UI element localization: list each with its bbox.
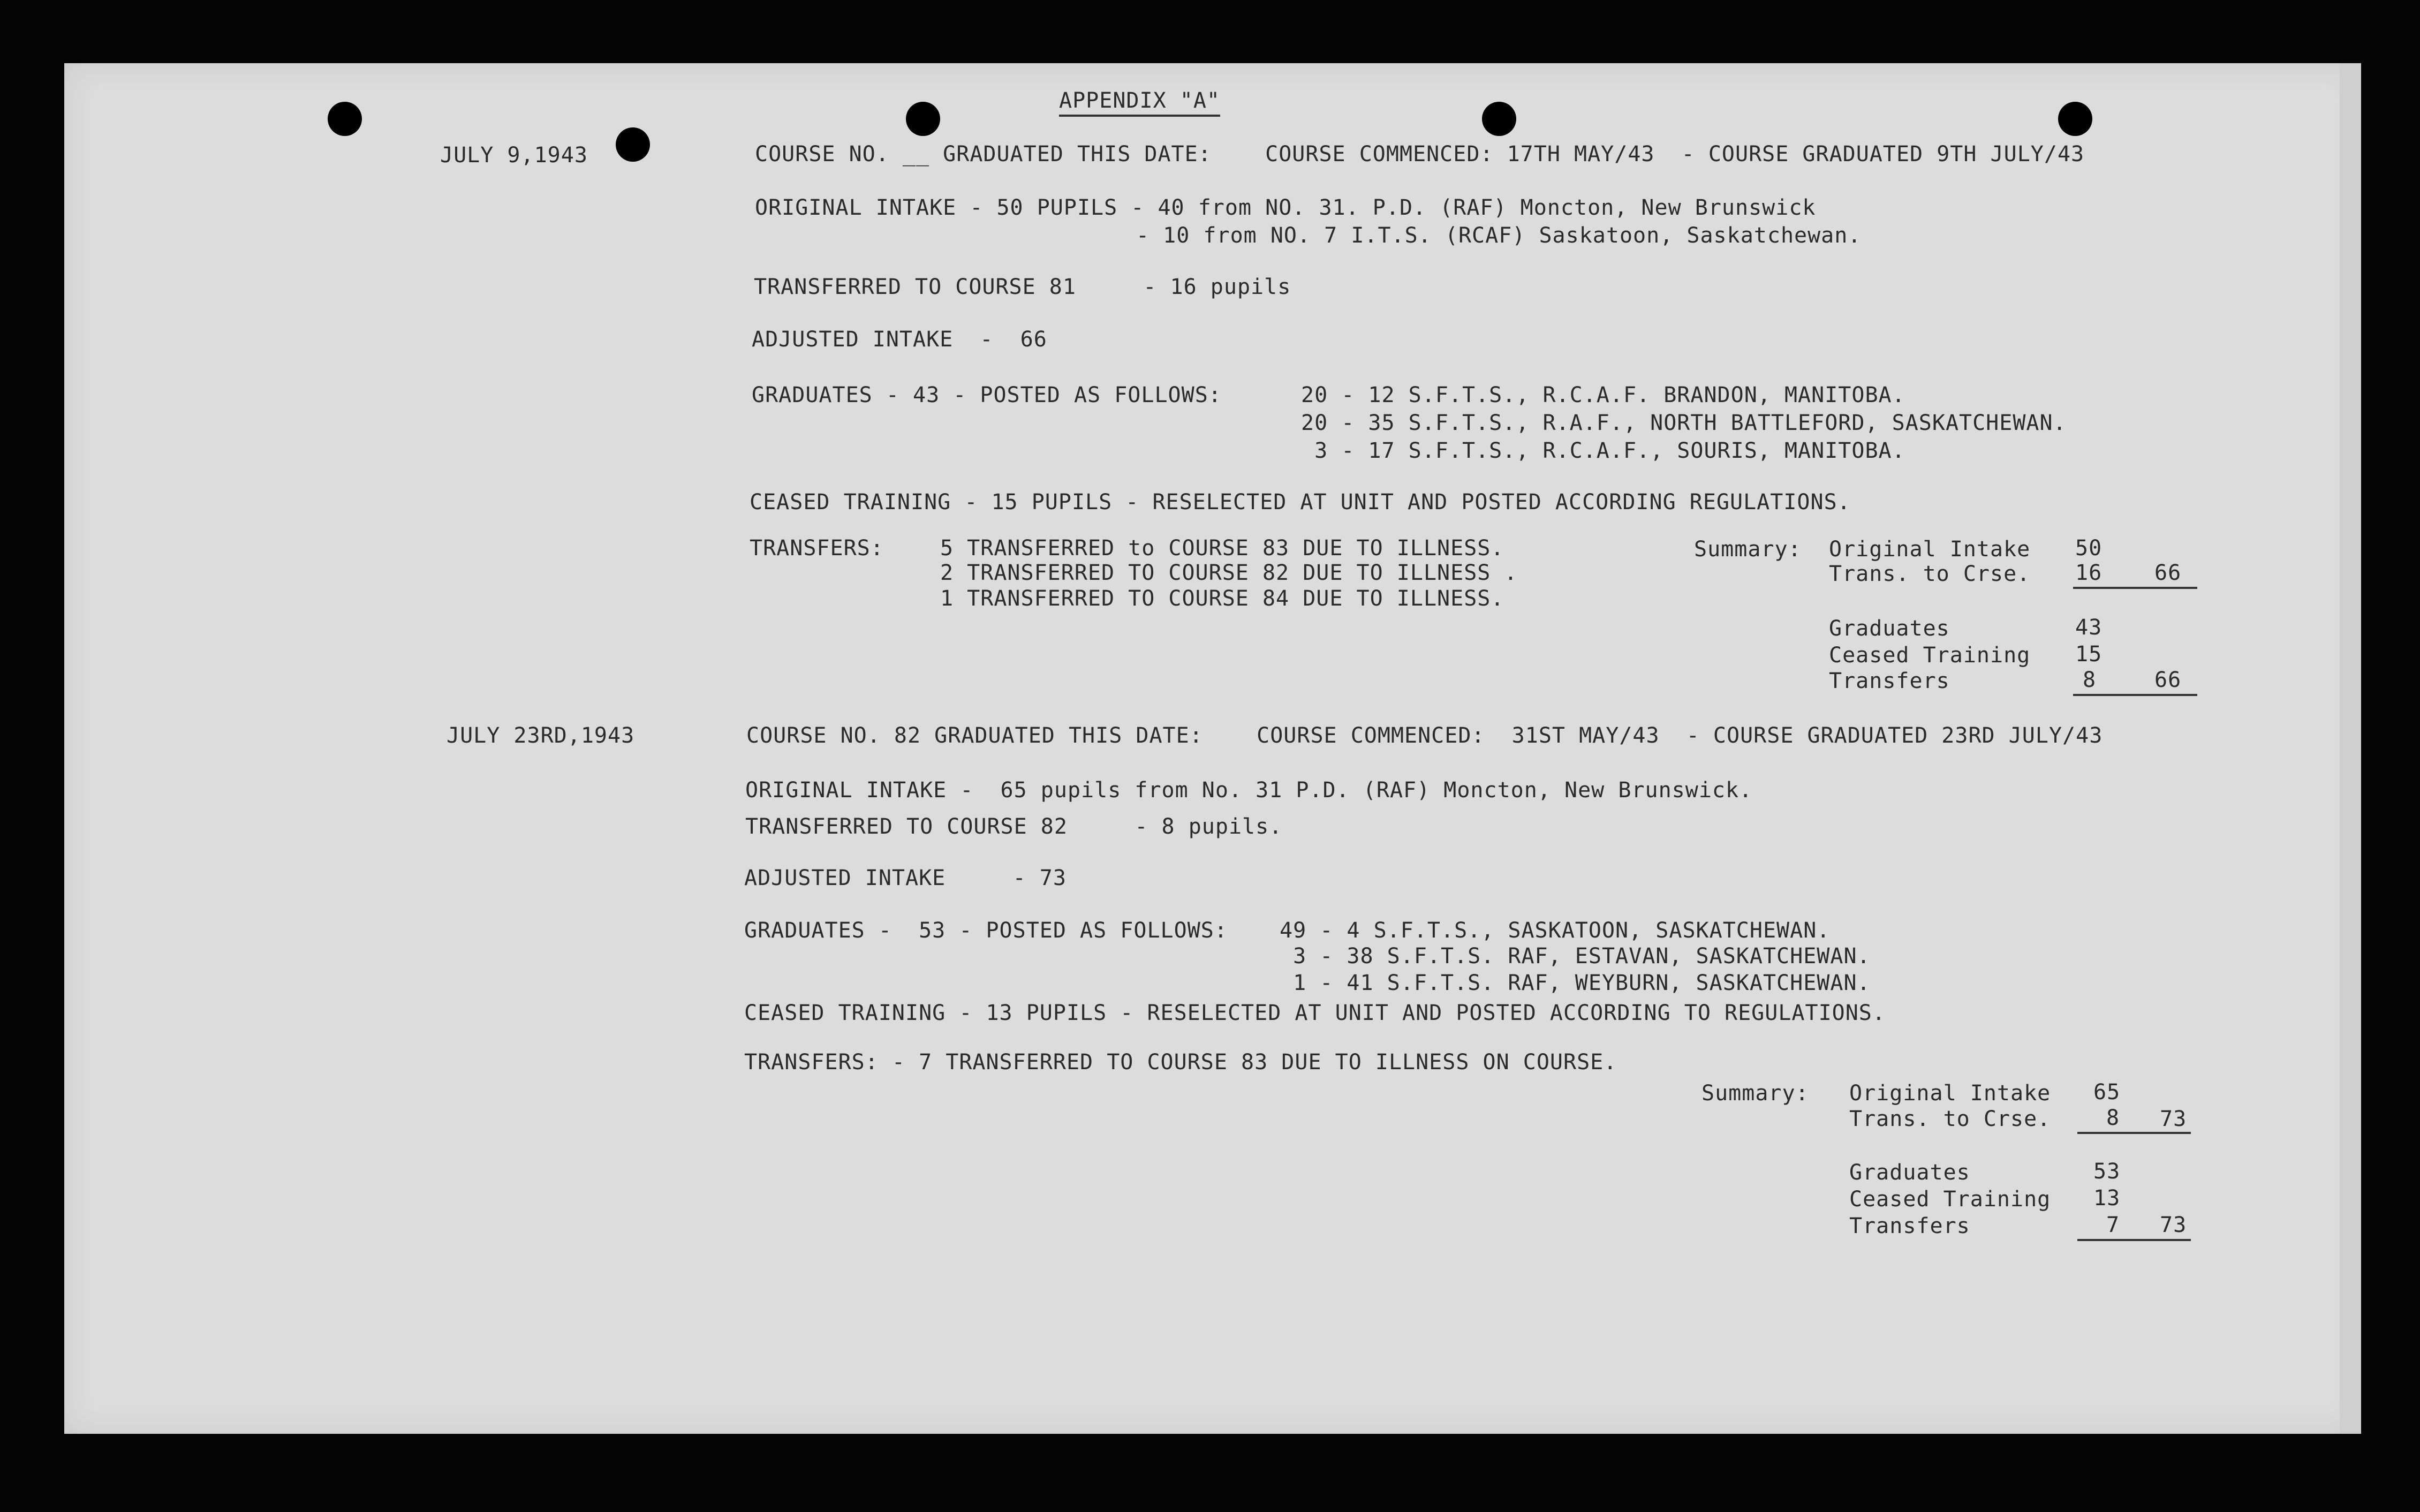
posting-line: 20 - 35 S.F.T.S., R.A.F., NORTH BATTLEFORD, SASKATCHEWAN.	[1301, 411, 2067, 435]
transfer-line: 2 TRANSFERRED TO COURSE 82 DUE TO ILLNESS .	[940, 561, 1518, 585]
summary-rule	[2077, 1239, 2191, 1241]
summary-value: 15	[2075, 642, 2103, 667]
original-intake-line-2: - 10 from NO. 7 I.T.S. (RCAF) Saskatoon, Saskatchewan.	[1136, 223, 1862, 248]
punch-hole	[328, 102, 362, 136]
transfer-line: 1 TRANSFERRED TO COURSE 84 DUE TO ILLNESS.	[940, 586, 1504, 611]
transfer-line: 5 TRANSFERRED to COURSE 83 DUE TO ILLNESS.	[940, 536, 1504, 561]
entry-date: JULY 9,1943	[440, 143, 588, 168]
ceased-training-line: CEASED TRAINING - 15 PUPILS - RESELECTED AT UNIT AND POSTED ACCORDING REGULATIONS.	[750, 490, 1851, 515]
page-edge	[2340, 63, 2361, 1434]
graduates-line: GRADUATES - 43 - POSTED AS FOLLOWS:	[752, 383, 1222, 407]
course-line: COURSE NO. __ GRADUATED THIS DATE: COURSE COMMENCED: 17TH MAY/43 - COURSE GRADUATED 9TH JULY/43	[755, 142, 2085, 167]
original-intake-line: ORIGINAL INTAKE - 50 PUPILS - 40 from NO. 31. P.D. (RAF) Moncton, New Brunswick	[755, 195, 1816, 220]
summary-total: 73	[2160, 1213, 2187, 1237]
summary-label: Summary:	[1694, 537, 1802, 562]
summary-value: 7	[2106, 1213, 2120, 1237]
document-page	[64, 63, 2361, 1434]
summary-row-label: Trans. to Crse.	[1849, 1107, 2051, 1131]
punch-hole	[616, 127, 650, 162]
adjusted-intake-line: ADJUSTED INTAKE - 66	[752, 327, 1047, 352]
summary-row-label: Trans. to Crse.	[1829, 562, 2031, 586]
summary-rule	[2073, 587, 2197, 589]
posting-line: 1 - 41 S.F.T.S. RAF, WEYBURN, SASKATCHEWAN.	[1280, 971, 1871, 995]
summary-rule	[2073, 694, 2197, 696]
posting-line: 49 - 4 S.F.T.S., SASKATOON, SASKATCHEWAN.	[1280, 918, 1831, 943]
summary-row-label: Graduates	[1849, 1160, 1970, 1185]
summary-total: 66	[2154, 668, 2182, 692]
punch-hole	[2058, 102, 2092, 136]
summary-value: 8	[2083, 668, 2097, 692]
summary-value: 53	[2093, 1159, 2121, 1184]
transferred-line: TRANSFERRED TO COURSE 82 - 8 pupils.	[745, 814, 1283, 839]
summary-row-label: Transfers	[1829, 669, 1950, 693]
posting-line: 20 - 12 S.F.T.S., R.C.A.F. BRANDON, MANITOBA.	[1301, 383, 1905, 407]
summary-total: 73	[2160, 1107, 2187, 1131]
summary-value: 50	[2075, 536, 2103, 561]
transferred-line: TRANSFERRED TO COURSE 81 - 16 pupils	[754, 275, 1291, 299]
summary-value: 43	[2075, 615, 2103, 640]
entry-date: JULY 23RD,1943	[447, 723, 635, 748]
posting-line: 3 - 17 S.F.T.S., R.C.A.F., SOURIS, MANITOBA.	[1301, 439, 1905, 463]
summary-value: 8	[2106, 1106, 2120, 1130]
graduates-line: GRADUATES - 53 - POSTED AS FOLLOWS:	[744, 918, 1228, 943]
summary-row-label: Transfers	[1849, 1214, 1970, 1238]
summary-row-label: Original Intake	[1849, 1081, 2051, 1106]
summary-row-label: Ceased Training	[1829, 643, 2031, 668]
posting-line: 3 - 38 S.F.T.S. RAF, ESTAVAN, SASKATCHEWAN.	[1280, 944, 1871, 969]
adjusted-intake-line: ADJUSTED INTAKE - 73	[744, 866, 1067, 890]
transfers-line: TRANSFERS: - 7 TRANSFERRED TO COURSE 83 DUE TO ILLNESS ON COURSE.	[744, 1050, 1617, 1075]
summary-label: Summary:	[1701, 1081, 1809, 1106]
summary-row-label: Ceased Training	[1849, 1187, 2051, 1212]
summary-total: 66	[2154, 561, 2182, 585]
summary-value: 13	[2093, 1186, 2121, 1211]
summary-row-label: Graduates	[1829, 616, 1950, 641]
course-line: COURSE NO. 82 GRADUATED THIS DATE: COURSE COMMENCED: 31ST MAY/43 - COURSE GRADUATED 23RD JULY/43	[746, 723, 2103, 748]
summary-rule	[2077, 1132, 2191, 1134]
punch-hole	[906, 102, 940, 136]
original-intake-line: ORIGINAL INTAKE - 65 pupils from No. 31 P.D. (RAF) Moncton, New Brunswick.	[745, 778, 1753, 803]
appendix-title: APPENDIX "A"	[1059, 88, 1220, 117]
summary-value: 65	[2093, 1080, 2121, 1105]
summary-row-label: Original Intake	[1829, 537, 2031, 562]
transfers-label: TRANSFERS:	[750, 536, 884, 561]
punch-hole	[1482, 102, 1516, 136]
summary-value: 16	[2075, 561, 2103, 585]
ceased-training-line: CEASED TRAINING - 13 PUPILS - RESELECTED AT UNIT AND POSTED ACCORDING TO REGULATIONS.	[744, 1001, 1886, 1025]
